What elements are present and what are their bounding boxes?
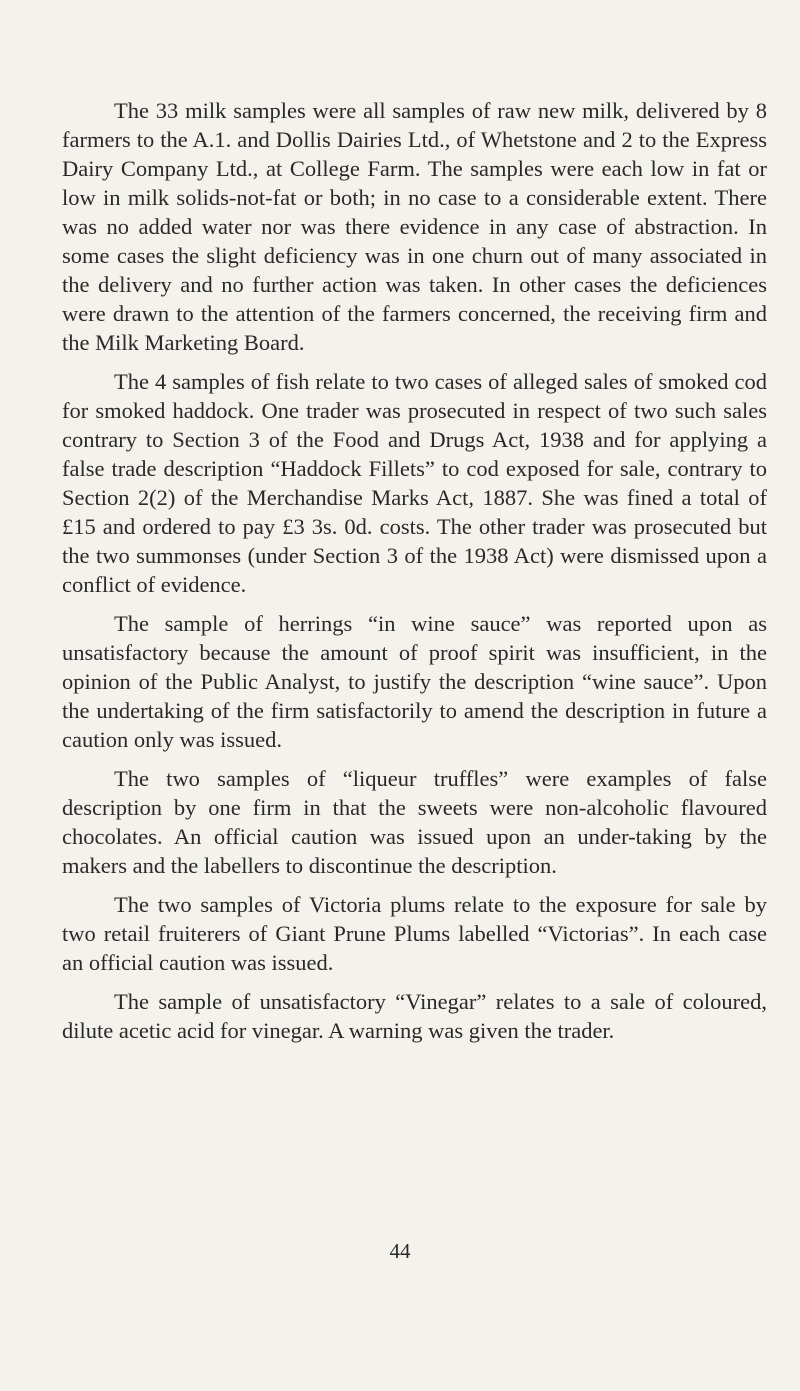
paragraph-victoria-plums: The two samples of Victoria plums relate to the exposure for sale by two retail fruiterers of Giant Prune Plums labelled “Victorias”. In each case an official caution was issued. — [62, 892, 767, 975]
document-body — [62, 96, 767, 1055]
paragraph-liqueur-truffles: The two samples of “liqueur truffles” were examples of false description by one firm in that the sweets were non-alcoholic flavoured chocolates. An official caution was issued upon an under-taking by the makers and the labellers to discontinue the description. — [62, 766, 767, 878]
paragraph-herrings-sample: The sample of herrings “in wine sauce” was reported upon as unsatisfactory because the amount of proof spirit was insufficient, in the opinion of the Public Analyst, to justify the description “wine sauce”. Upon the undertaking of the firm satisfactorily to amend the description in future a caution only was issued. — [62, 611, 767, 752]
paragraph-milk-samples: The 33 milk samples were all samples of raw new milk, delivered by 8 farmers to the A.1. and Dollis Dairies Ltd., of Whetstone and 2 to the Express Dairy Company Ltd., at College Farm. The samples were each low in fat or low in milk solids-not-fat or both; in no case to a considerable extent. There was no added water nor was there evidence in any case of abstraction. In some cases the slight deficiency was in one churn out of many associated in the delivery and no further action was taken. In other cases the deficiences were drawn to the attention of the farmers concerned, the receiving firm and the Milk Marketing Board. — [62, 98, 767, 355]
page-number: 44 — [389, 1239, 411, 1263]
paragraph-vinegar-sample: The sample of unsatisfactory “Vinegar” relates to a sale of coloured, dilute acetic acid for vinegar. A warning was given the trader. — [62, 989, 767, 1043]
paragraph-fish-samples: The 4 samples of fish relate to two cases of alleged sales of smoked cod for smoked haddock. One trader was prosecuted in respect of two such sales contrary to Section 3 of the Food and Drugs Act, 1938 and for applying a false trade description “Haddock Fillets” to cod exposed for sale, contrary to Section 2(2) of the Merchandise Marks Act, 1887. She was fined a total of £15 and ordered to pay £3 3s. 0d. costs. The other trader was prosecuted but the two summonses (under Section 3 of the 1938 Act) were dismissed upon a conflict of evidence. — [62, 369, 767, 597]
